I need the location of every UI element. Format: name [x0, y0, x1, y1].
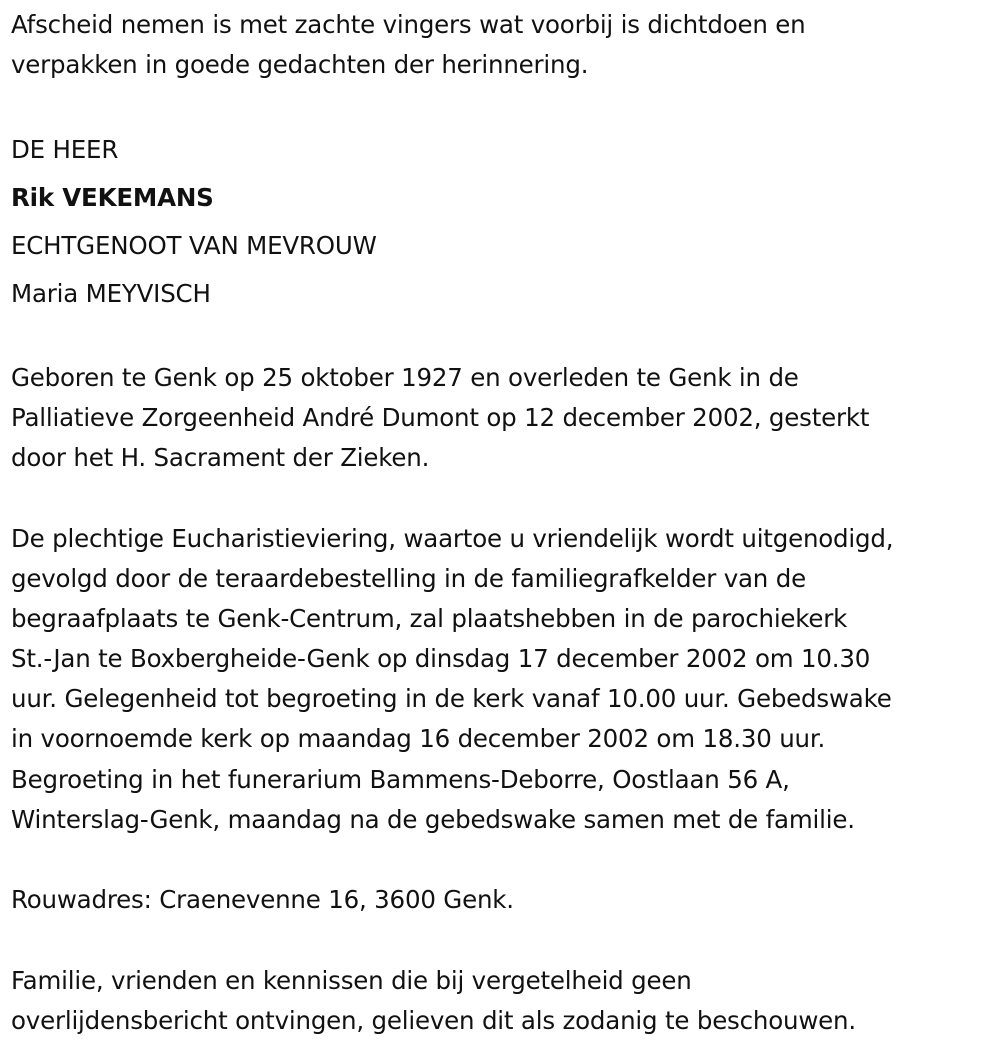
ceremony-line: Winterslag-Genk, maandag na de gebedswake samen met de familie. [11, 804, 855, 834]
deceased-relation: ECHTGENOOT VAN MEVROUW [11, 230, 377, 260]
intro-line: verpakken in goede gedachten der herinnering. [11, 50, 589, 80]
birth-death-line: Geboren te Genk op 25 oktober 1927 en overleden te Genk in de [11, 362, 799, 392]
ceremony-line: De plechtige Eucharistieviering, waartoe u vriendelijk wordt uitgenodigd, [11, 523, 894, 553]
closing-line: overlijdensbericht ontvingen, gelieven dit als zodanig te beschouwen. [11, 1005, 856, 1035]
deceased-block [11, 126, 991, 318]
intro-paragraph [11, 5, 991, 85]
obituary-notice [11, 5, 991, 1041]
address-paragraph [11, 880, 991, 920]
spouse-name: Maria MEYVISCH [11, 278, 211, 308]
ceremony-paragraph [11, 519, 991, 841]
deceased-name: Rik VEKEMANS [11, 182, 214, 212]
closing-line: Familie, vrienden en kennissen die bij vergetelheid geen [11, 965, 692, 995]
ceremony-line: uur. Gelegenheid tot begroeting in de kerk vanaf 10.00 uur. Gebedswake [11, 684, 892, 714]
ceremony-line: begraafplaats te Genk-Centrum, zal plaatshebben in de parochiekerk [11, 603, 848, 633]
deceased-title: DE HEER [11, 134, 119, 164]
paragraph-gap [11, 840, 991, 880]
intro-line: Afscheid nemen is met zachte vingers wat voorbij is dichtdoen en [11, 10, 806, 39]
ceremony-line: in voornoemde kerk op maandag 16 december 2002 om 18.30 uur. [11, 724, 826, 754]
paragraph-gap [11, 920, 991, 960]
paragraph-gap [11, 85, 991, 125]
closing-paragraph [11, 961, 991, 1041]
mourning-address: Rouwadres: Craenevenne 16, 3600 Genk. [11, 885, 514, 915]
birth-death-line: Palliatieve Zorgeenheid André Dumont op 12 december 2002, gesterkt [11, 402, 870, 432]
ceremony-line: gevolgd door de teraardebestelling in de familiegrafkelder van de [11, 563, 806, 593]
birth-death-paragraph [11, 358, 991, 479]
paragraph-gap [11, 478, 991, 518]
birth-death-line: door het H. Sacrament der Zieken. [11, 443, 430, 473]
paragraph-gap [11, 318, 991, 358]
ceremony-line: Begroeting in het funerarium Bammens-Deborre, Oostlaan 56 A, [11, 764, 790, 794]
ceremony-line: St.-Jan te Boxbergheide-Genk op dinsdag 17 december 2002 om 10.30 [11, 644, 871, 674]
